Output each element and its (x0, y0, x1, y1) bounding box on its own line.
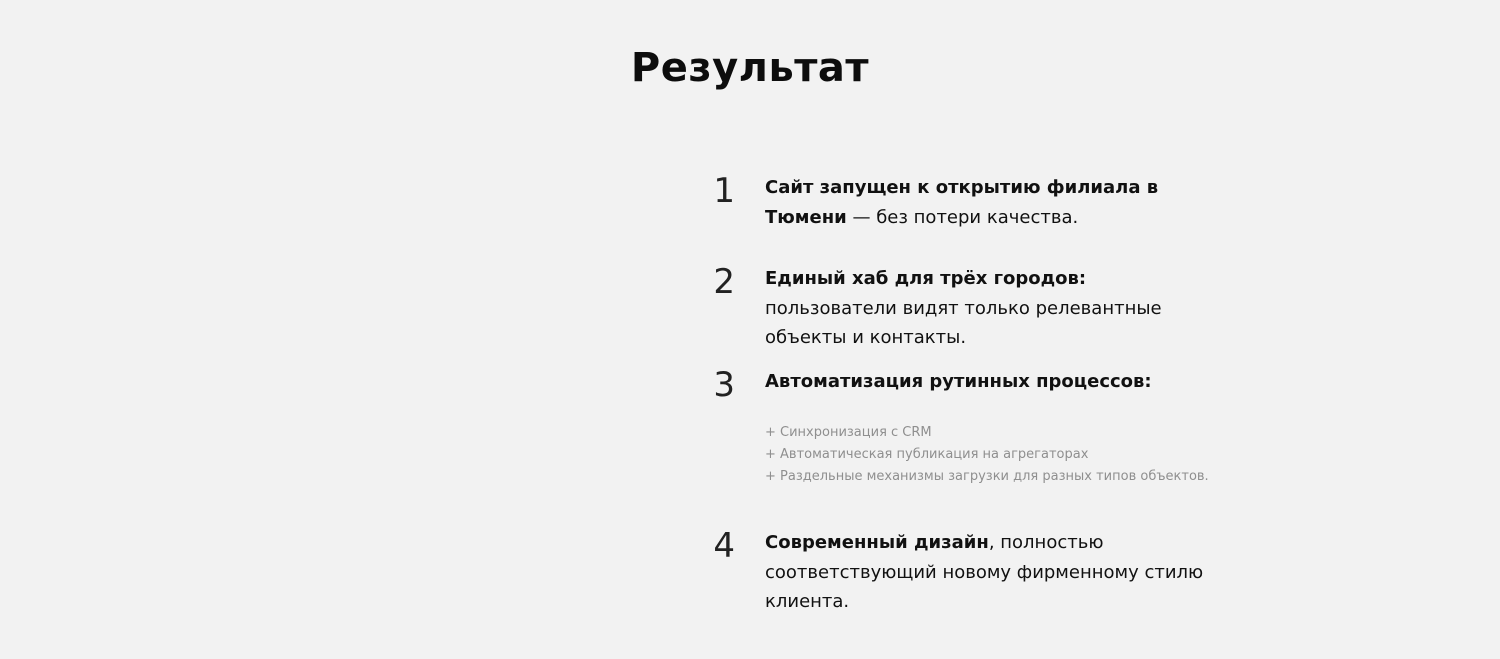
list-item: + Синхронизация с CRM (765, 424, 932, 440)
item-text (765, 264, 1215, 353)
item-heading: Современный дизайн (765, 532, 989, 553)
list-item: + Автоматическая публикация на агрегаторах (765, 446, 1089, 462)
item-heading: Сайт запущен к открытию филиала в Тюмени (765, 177, 1159, 228)
item-description: , полностью соответствующий новому фирменному стилю клиента. (765, 532, 1204, 612)
item-number: 1 (713, 171, 735, 211)
item-heading: Единый хаб для трёх городов: (765, 268, 1087, 289)
item-number: 4 (713, 526, 735, 566)
item-text (765, 173, 1215, 232)
page-title: Результат (630, 45, 870, 91)
result-item-3 (700, 367, 1220, 488)
item-text (765, 367, 1215, 488)
automation-features-list (765, 422, 1215, 488)
list-item: + Раздельные механизмы загрузки для разных типов объектов. (765, 468, 1209, 484)
result-item-4 (700, 528, 1220, 617)
item-heading: Автоматизация рутинных процессов: (765, 371, 1152, 392)
result-item-2 (700, 264, 1220, 353)
item-description: — без потери качества. (846, 206, 1079, 228)
item-description: пользователи видят только релевантные объекты и контакты. (765, 297, 1162, 348)
result-item-1 (700, 173, 1220, 232)
item-text (765, 528, 1215, 617)
item-number: 3 (713, 365, 735, 405)
item-number: 2 (713, 262, 735, 302)
